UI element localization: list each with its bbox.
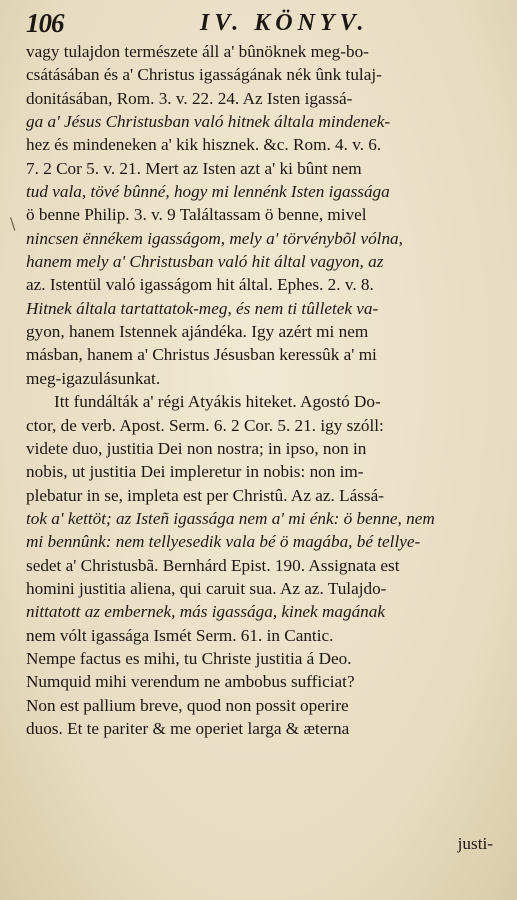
margin-mark: \ <box>10 214 16 233</box>
text-line: ga a' Jésus Christusban való hitnek általa mindenek- <box>26 112 391 132</box>
text-line: Numquid mihi verendum ne ambobus sufficiat? <box>26 672 355 692</box>
text-line: ctor, de verb. Apost. Serm. 6. 2 Cor. 5. 21. igy szóll: <box>26 415 384 435</box>
text-line: videte duo, justitia Dei non nostra; in ipso, non in <box>26 438 367 458</box>
text-line: csátásában és a' Christus igasságának nék ûnk tulaj- <box>26 65 382 85</box>
text-line: másban, hanem a' Christus Jésusban keressûk a' mi <box>26 345 377 365</box>
text-line: ö benne Philip. 3. v. 9 Találtassam ö benne, mivel <box>26 205 367 225</box>
text-line: Non est pallium breve, quod non possit operire <box>26 695 349 715</box>
text-line: az. Istentül való igasságom hit által. Ephes. 2. v. 8. <box>26 275 374 295</box>
text-line: mi bennûnk: nem tellyesedik vala bé ö magába, bé tellye- <box>26 532 421 552</box>
text-line: duos. Et te pariter & me operiet larga & æterna <box>26 718 350 738</box>
catchword: justi- <box>457 834 493 853</box>
text-line: Nempe factus es mihi, tu Christe justitia á Deo. <box>26 648 352 668</box>
text-line: vagy tulajdon természete áll a' bûnöknek meg-bo- <box>26 42 369 61</box>
text-line: tud vala, tövé bûnné, hogy mi lennénk Isten igassága <box>26 182 390 202</box>
page-number: 106 <box>26 8 64 38</box>
text-line: nobis, ut justitia Dei impleretur in nobis: non im- <box>26 462 364 482</box>
text-line: donitásában, Rom. 3. v. 22. 24. Az Isten igassá- <box>26 88 353 108</box>
page-header <box>26 8 506 38</box>
text-line: hanem mely a' Christusban való hit által vagyon, az <box>26 252 384 272</box>
text-line: hez és mindeneken a' kik hisznek. &c. Rom. 4. v. 6. <box>26 135 382 155</box>
text-line: nincsen ënnékem igasságom, mely a' törvénybõl vólna, <box>26 228 403 248</box>
text-line: tok a' kettöt; az Isteñ igassága nem a' mi énk: ö benne, nem <box>26 508 435 528</box>
text-line: 7. 2 Cor 5. v. 21. Mert az Isten azt a' ki bûnt nem <box>26 158 362 178</box>
text-line: homini justitia aliena, qui caruit sua. Az az. Tulajdo- <box>26 578 387 598</box>
text-line: nittatott az embernek, más igassága, kinek magának <box>26 602 385 622</box>
text-line: sedet a' Christusbã. Bernhárd Epist. 190. Assignata est <box>26 555 400 575</box>
text-line: Hitnek általa tartattatok-meg, és nem ti tûlletek va- <box>26 298 379 318</box>
text-line: Itt fundálták a' régi Atyákis hiteket. Agostó Do- <box>54 392 381 412</box>
text-line: gyon, hanem Istennek ajándéka. Igy azért mi nem <box>26 322 369 342</box>
text-line: nem vólt igassága Ismét Serm. 61. in Cantic. <box>26 625 334 645</box>
text-line: plebatur in se, impleta est per Christû. Az az. Lássá- <box>26 485 384 505</box>
text-line: meg-igazulásunkat. <box>26 368 161 388</box>
running-head: IV. KÖNYV. <box>200 10 369 36</box>
body-text <box>26 40 506 740</box>
